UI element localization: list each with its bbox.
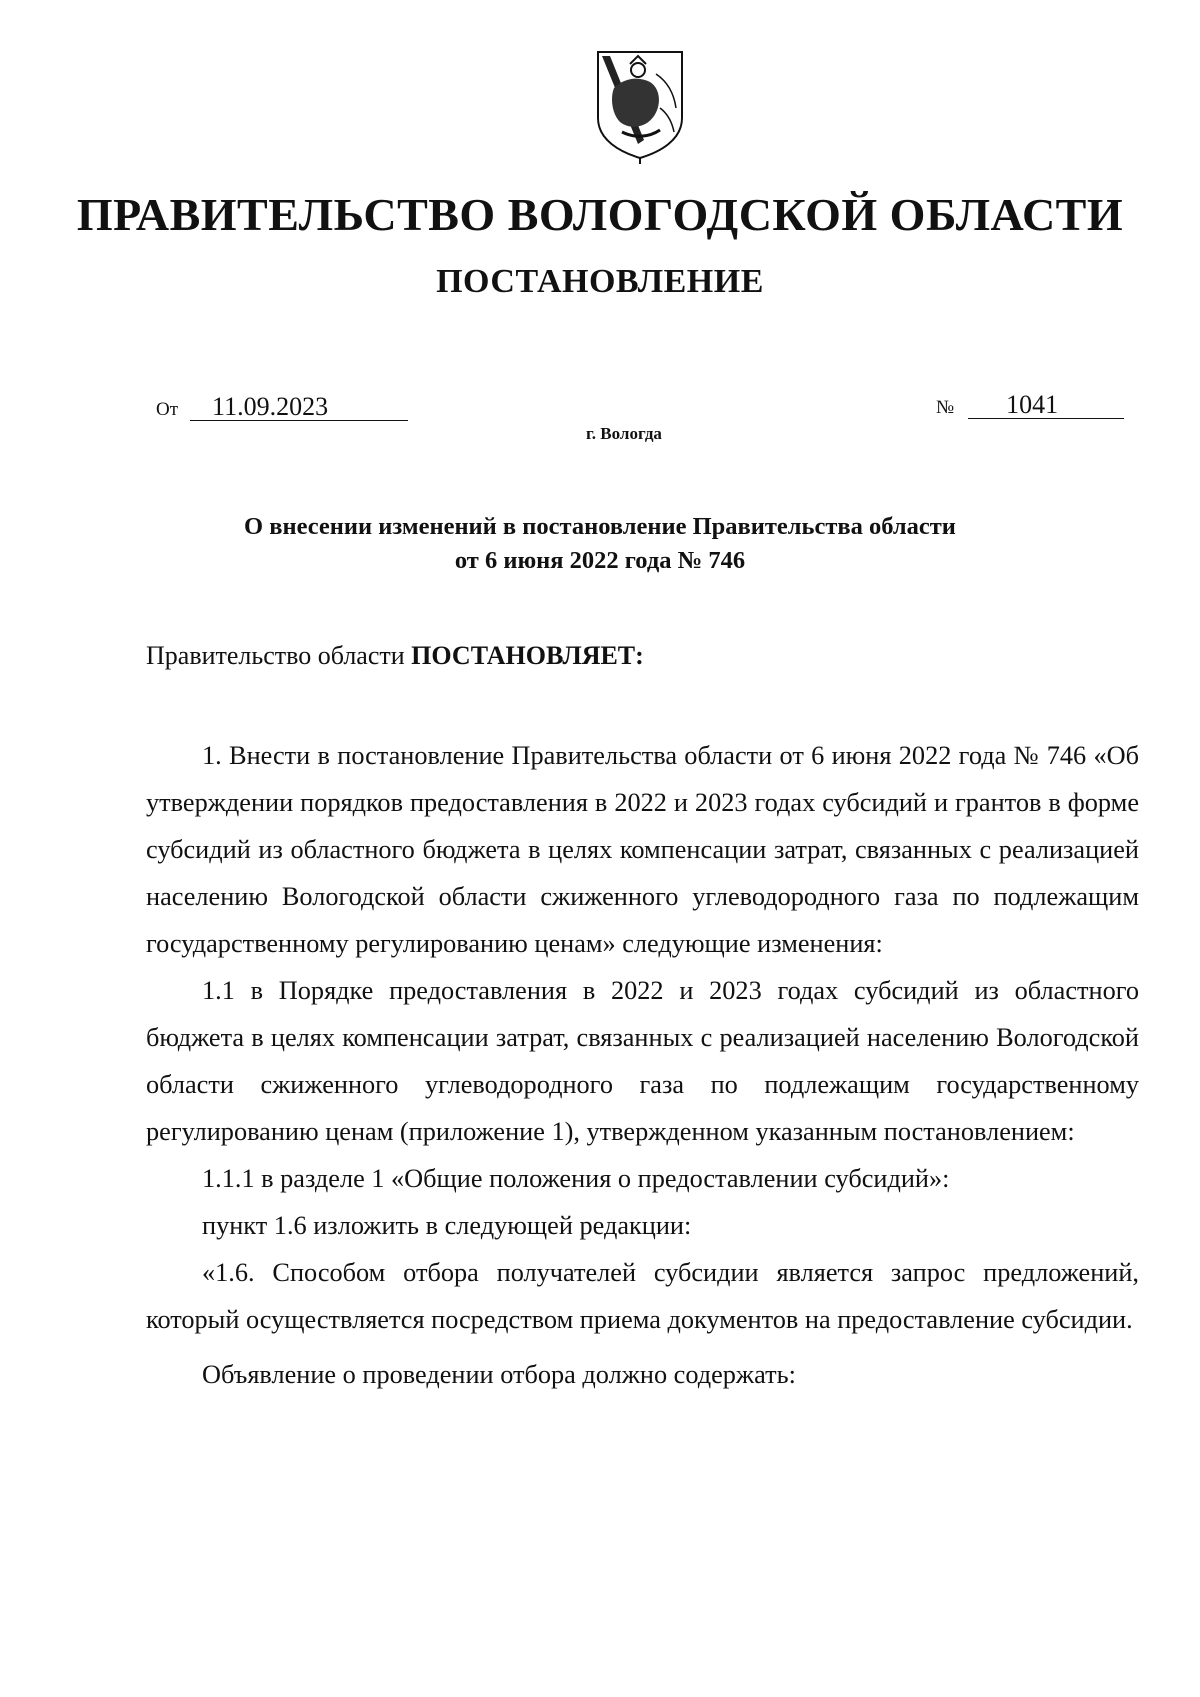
- document-type: ПОСТАНОВЛЕНИЕ: [436, 263, 764, 300]
- subject-line-2: от 6 июня 2022 года № 746: [454, 547, 746, 574]
- paragraph-point-1-6: пункт 1.6 изложить в следующей редакции:: [202, 1211, 692, 1240]
- government-title: ПРАВИТЕЛЬСТВО ВОЛОГОДСКОЙ ОБЛАСТИ: [76, 189, 1124, 240]
- document-subject: [0, 510, 1200, 578]
- number-line: [936, 392, 1124, 420]
- date-prefix: От: [156, 399, 179, 420]
- paragraph-announcement: Объявление о проведении отбора должно содержать:: [202, 1360, 796, 1389]
- city: г. Вологда: [586, 424, 662, 443]
- paragraph-1-1-1: 1.1.1 в разделе 1 «Общие положения о предоставлении субсидий»:: [202, 1164, 950, 1193]
- document-number: 1041: [968, 392, 1124, 419]
- document-body: [146, 732, 1139, 1398]
- number-prefix: №: [936, 397, 955, 418]
- preamble-text: Правительство области: [146, 641, 412, 670]
- preamble: [146, 641, 644, 671]
- subject-line-1: О внесении изменений в постановление Правительства области: [244, 513, 956, 540]
- date-line: [156, 394, 408, 422]
- coat-of-arms-icon: [594, 48, 686, 166]
- paragraph-1-1: 1.1 в Порядке предоставления в 2022 и 2023 годах субсидий из областного бюджета в целях компенсации затрат, связанных с реализацией населению Вологодской области сжиженного углеводородного газа по подлежащим государственному регулированию ценам (приложение 1), утвержденном указанным постановлением:: [146, 976, 1139, 1146]
- preamble-emphasis: ПОСТАНОВЛЯЕТ:: [411, 641, 644, 670]
- paragraph-1-6-text: «1.6. Способом отбора получателей субсидии является запрос предложений, который осуществляется посредством приема документов на предоставление субсидии.: [146, 1258, 1139, 1334]
- paragraph-1: 1. Внести в постановление Правительства области от 6 июня 2022 года № 746 «Об утверждении порядков предоставления в 2022 и 2023 годах субсидий и грантов в форме субсидий из областного бюджета в целях компенсации затрат, связанных с реализацией населению Вологодской области сжиженного углеводородного газа по подлежащим государственному регулированию ценам» следующие изменения:: [146, 741, 1139, 958]
- document-date: 11.09.2023: [190, 394, 408, 421]
